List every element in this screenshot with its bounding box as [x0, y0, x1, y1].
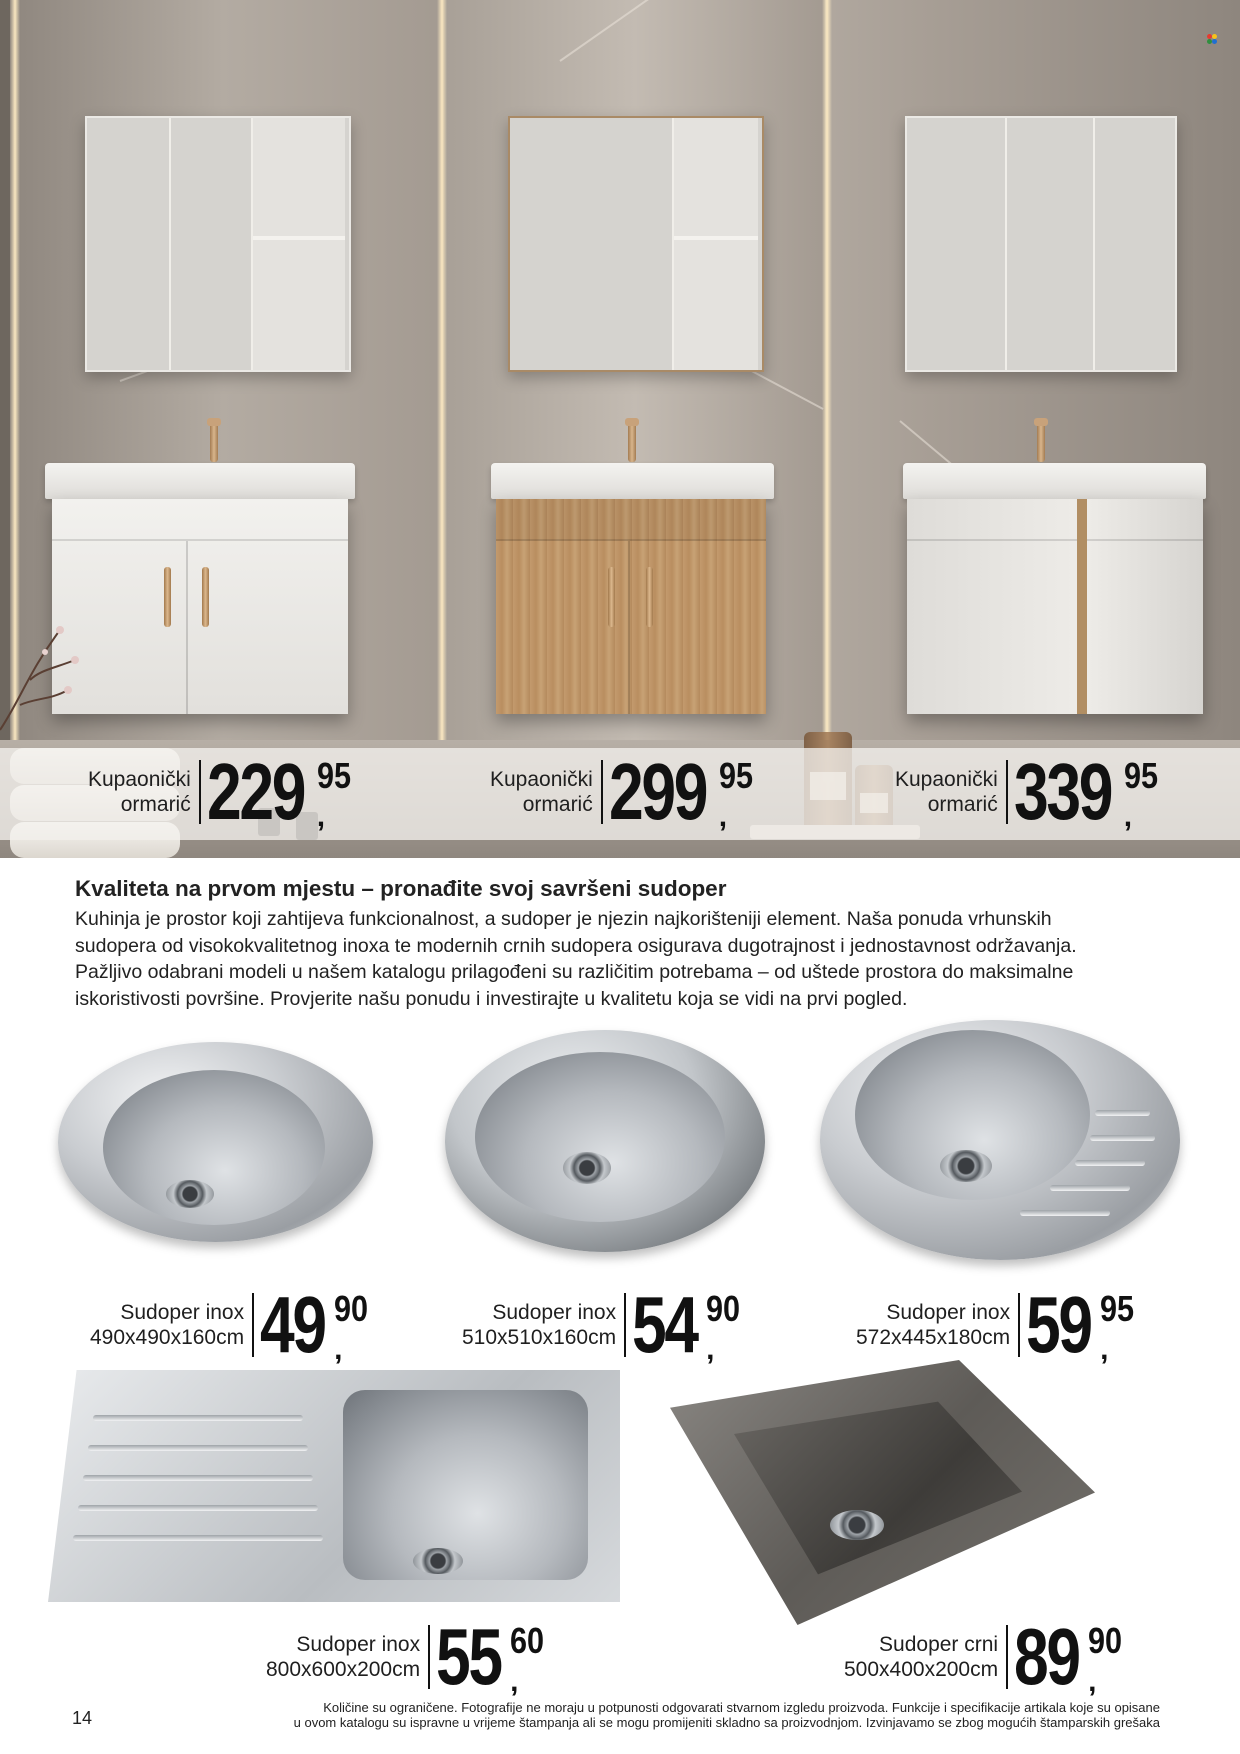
price-decimal: 95 [1100, 1288, 1135, 1329]
price-integer: 49 [260, 1280, 325, 1369]
price-comma: , [334, 1333, 343, 1366]
sink-image-inox-round-drainboard [820, 1020, 1180, 1260]
price-decimal: 90 [334, 1288, 369, 1329]
mirror-cabinet-white [85, 116, 351, 372]
vanity-unit-grey [907, 499, 1203, 714]
divider [199, 760, 201, 824]
sink-image-inox-rectangular [48, 1370, 620, 1602]
price-tag-cabinet-2 [490, 747, 759, 836]
product-size: 800x600x200cm [266, 1658, 421, 1681]
product-name: Sudoper inox [120, 1301, 245, 1324]
product-name: Kupaonički [88, 768, 191, 791]
price-integer: 89 [1014, 1612, 1079, 1701]
price-comma: , [706, 1333, 715, 1366]
product-size: 572x445x180cm [856, 1326, 1011, 1349]
paragraph-line: sudopera od visokokvalitetnog inoxa te modernih crnih sudopera osigurava dugotrajnost i jednostavnost održavanja. [75, 934, 1077, 957]
price-decimal: 95 [1123, 755, 1158, 796]
vanity-unit-white [52, 499, 348, 714]
washbasin [45, 463, 355, 499]
faucet [628, 418, 636, 462]
washbasin [491, 463, 774, 499]
price-integer: 54 [632, 1280, 697, 1369]
product-name: Sudoper crni [879, 1633, 999, 1656]
price-decimal: 90 [1088, 1620, 1123, 1661]
product-size: 490x490x160cm [90, 1326, 245, 1349]
divider [601, 760, 603, 824]
price-decimal: 95 [316, 755, 351, 796]
divider [1006, 1625, 1008, 1689]
led-strip [822, 0, 832, 760]
price-tag-cabinet-3 [895, 747, 1164, 836]
brand-logo-icon [1207, 34, 1217, 44]
paragraph-line: Kuhinja je prostor koji zahtijeva funkcionalnost, a sudoper je njezin najkorišteniji element. Naša ponuda vrhunskih [75, 908, 1052, 930]
disclaimer-line: u ovom katalogu su ispravne u vrijeme štampanja ali se mogu promijeniti skladno sa proizvodnjom. Izvinjavamo se zbog mogućih štamparskih grešaka [293, 1715, 1160, 1730]
product-name: Sudoper inox [492, 1301, 617, 1324]
price-integer: 229 [206, 747, 304, 836]
price-decimal: 90 [706, 1288, 741, 1329]
divider [428, 1625, 430, 1689]
price-tag-sink-1 [90, 1280, 374, 1369]
sink-image-inox-round-1 [58, 1042, 373, 1242]
price-comma: , [510, 1665, 519, 1698]
page-number: 14 [72, 1708, 93, 1728]
product-name: Sudoper inox [296, 1633, 421, 1656]
price-integer: 299 [608, 747, 706, 836]
price-comma: , [1088, 1665, 1097, 1698]
price-decimal: 95 [718, 755, 753, 796]
product-name: Kupaonički [490, 768, 593, 791]
product-name: ormarić [927, 793, 998, 816]
divider [624, 1293, 626, 1357]
disclaimer [230, 1700, 1160, 1730]
divider [1018, 1293, 1020, 1357]
price-integer: 339 [1013, 747, 1111, 836]
price-comma: , [1100, 1333, 1109, 1366]
product-size: 510x510x160cm [462, 1326, 617, 1349]
product-name: ormarić [522, 793, 593, 816]
disclaimer-line: Količine su ograničene. Fotografije ne moraju u potpunosti odgovarati stvarnom izgledu proizvoda. Funkcije i specifikacije artikala koje su opisane [323, 1700, 1160, 1715]
mirror-cabinet-oak [508, 116, 764, 372]
washbasin [903, 463, 1206, 499]
sink-image-black-square [670, 1360, 1095, 1625]
intro-paragraph [75, 906, 1175, 1012]
divider [252, 1293, 254, 1357]
led-strip [437, 0, 447, 760]
product-name: Kupaonički [895, 768, 998, 791]
cherry-blossom-branch [0, 590, 80, 740]
price-tag-cabinet-1 [88, 747, 357, 836]
faucet [1037, 418, 1045, 462]
divider [1006, 760, 1008, 824]
paragraph-line: Pažljivo odabrani modeli u našem katalogu prilagođeni su različitim potrebama – od uštede prostora do maksimalne [75, 961, 1074, 983]
price-comma: , [718, 800, 728, 833]
price-tag-sink-2 [462, 1280, 746, 1369]
product-name: Sudoper inox [886, 1301, 1011, 1324]
product-size: 500x400x200cm [844, 1658, 999, 1681]
price-comma: , [316, 800, 326, 833]
price-integer: 59 [1026, 1280, 1091, 1369]
paragraph-line: iskoristivosti površine. Provjerite našu ponudu i investirajte u kvalitetu koja se vidi na prvi pogled. [75, 987, 908, 1010]
sink-image-inox-round-2 [445, 1030, 765, 1252]
price-tag-sink-3 [856, 1280, 1140, 1369]
price-decimal: 60 [510, 1620, 545, 1661]
price-comma: , [1123, 800, 1133, 833]
vanity-unit-oak [496, 499, 766, 714]
bathroom-cabinets-photo [0, 0, 1240, 858]
price-tag-sink-5 [844, 1612, 1128, 1701]
mirror-cabinet-grey [905, 116, 1177, 372]
price-tag-sink-4 [266, 1612, 550, 1701]
product-name: ormarić [120, 793, 191, 816]
section-heading: Kvaliteta na prvom mjestu – pronađite svoj savršeni sudoper [75, 876, 727, 901]
faucet [210, 418, 218, 462]
price-integer: 55 [436, 1612, 501, 1701]
